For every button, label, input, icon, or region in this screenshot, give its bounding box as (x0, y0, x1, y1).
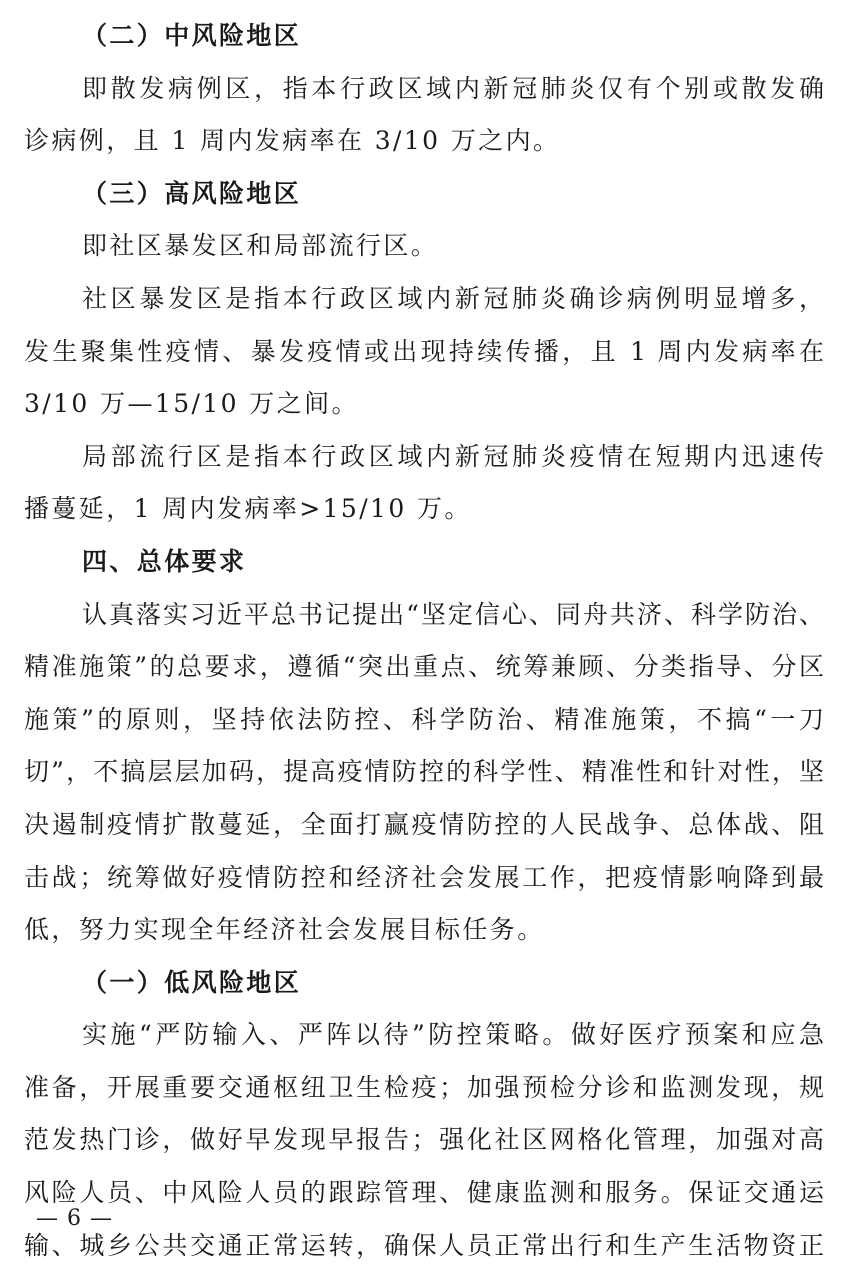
paragraph-line: 即社区暴发区和局部流行区。 (82, 231, 439, 261)
paragraph-line: 低，努力实现全年经济社会发展目标任务。 (24, 915, 545, 945)
section-heading: （一）低风险地区 (82, 967, 302, 997)
paragraph-line: 准备，开展重要交通枢纽卫生检疫；加强预检分诊和监测发现，规 (24, 1072, 824, 1102)
paragraph-line: 范发热门诊，做好早发现早报告；强化社区网格化管理，加强对高 (24, 1125, 824, 1155)
paragraph-line: 发生聚集性疫情、暴发疫情或出现持续传播，且 1 周内发病率在 (24, 336, 824, 366)
document-body (24, 10, 824, 1272)
page-number: — 6 — (36, 1206, 113, 1231)
paragraph-line: 播蔓延，1 周内发病率>15/10 万。 (24, 494, 472, 524)
paragraph-line: 实施“严防输入、严阵以待”防控策略。做好医疗预案和应急 (82, 1020, 824, 1050)
paragraph-line: 施策”的原则，坚持依法防控、科学防治、精准施策，不搞“一刀 (24, 704, 824, 734)
paragraph-line: 精准施策”的总要求，遵循“突出重点、统筹兼顾、分类指导、分区 (24, 652, 824, 682)
paragraph-line: 即散发病例区，指本行政区域内新冠肺炎仅有个别或散发确 (82, 73, 824, 103)
paragraph-line: 决遏制疫情扩散蔓延，全面打赢疫情防控的人民战争、总体战、阻 (24, 809, 824, 839)
paragraph-line: 社区暴发区是指本行政区域内新冠肺炎确诊病例明显增多， (82, 283, 824, 313)
paragraph-line: 切”，不搞层层加码，提高疫情防控的科学性、精准性和针对性，坚 (24, 757, 824, 787)
paragraph-line: 3/10 万—15/10 万之间。 (24, 389, 359, 419)
paragraph-line: 诊病例，且 1 周内发病率在 3/10 万之内。 (24, 126, 561, 156)
paragraph-line: 局部流行区是指本行政区域内新冠肺炎疫情在短期内迅速传 (82, 441, 824, 471)
section-heading: （三）高风险地区 (82, 178, 302, 208)
paragraph-line: 输、城乡公共交通正常运转，确保人员正常出行和生产生活物资正 (24, 1230, 824, 1260)
section-heading: （二）中风险地区 (82, 21, 302, 50)
paragraph-line: 击战；统筹做好疫情防控和经济社会发展工作，把疫情影响降到最 (24, 862, 824, 892)
section-heading: 四、总体要求 (82, 546, 247, 576)
paragraph-line: 风险人员、中风险人员的跟踪管理、健康监测和服务。保证交通运 (24, 1178, 824, 1208)
paragraph-line: 认真落实习近平总书记提出“坚定信心、同舟共济、科学防治、 (82, 599, 824, 629)
